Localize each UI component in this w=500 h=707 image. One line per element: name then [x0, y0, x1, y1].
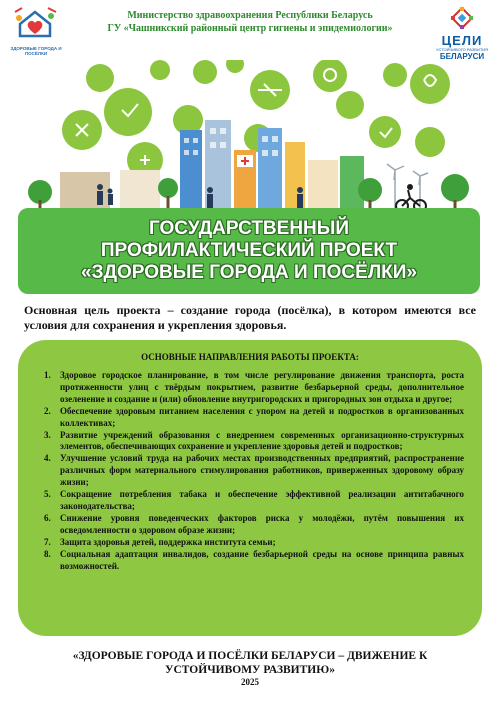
- list-item: [44, 537, 464, 549]
- project-goal-text: Основная цель проекта – создание города (посёлка), в котором имеются все условия для сохранения и укрепления здоровья.: [24, 303, 476, 332]
- year: 2025: [241, 677, 259, 687]
- logo-word: ЦЕЛИ: [441, 33, 483, 48]
- item-text: Снижение уровня поведенческих факторов риска у молодёжи, путём повышения их осведомленности о здоровом образе жизни;: [60, 512, 464, 535]
- title-line-2: ПРОФИЛАКТИЧЕСКИЙ ПРОЕКТ: [100, 240, 398, 261]
- logo-caption: ЗДОРОВЫЕ ГОРОДА И ПОСЁЛКИ: [10, 46, 62, 56]
- item-number: 8.: [44, 548, 51, 559]
- center-line: ГУ «Чашникский районный центр гигиены и эпидемиологии»: [107, 23, 393, 34]
- list-item: [44, 453, 464, 489]
- city-illustration: [0, 60, 500, 220]
- slogan: [30, 649, 470, 677]
- item-number: 5.: [44, 489, 51, 500]
- ministry-line: Министерство здравоохранения Республики Беларусь: [127, 10, 373, 21]
- directions-title: ОСНОВНЫЕ НАПРАВЛЕНИЯ РАБОТЫ ПРОЕКТА:: [141, 352, 359, 362]
- logo-country: БЕЛАРУСИ: [439, 52, 485, 61]
- item-text: Обеспечение здоровым питанием населения с упором на детей и подростков в организованных коллективах;: [60, 405, 464, 428]
- sdg-belarus-logo: [434, 4, 490, 60]
- house-heart-icon: [12, 6, 58, 46]
- list-item: [44, 370, 464, 406]
- item-text: Здоровое городское планирование, в том числе регулирование движения транспорта, роста протяженности улиц с твёрдым покрытием, развитие безбарьерной среды, дополнительное озеленение и создание и (или) обновление внутригородских и пригородных зон отдыха и другое;: [60, 370, 464, 404]
- list-item: [44, 430, 464, 454]
- item-text: Улучшение условий труда на рабочих местах производственных предприятий, распространение различных форм материального стимулирования работников, приверженных здоровому образу жизни;: [60, 453, 464, 488]
- item-number: 3.: [44, 429, 51, 440]
- slogan-line-2: УСТОЙЧИВОМУ РАЗВИТИЮ»: [165, 664, 335, 676]
- title-line-3: «ЗДОРОВЫЕ ГОРОДА И ПОСЁЛКИ»: [81, 262, 417, 283]
- logo-subtitle: УСТОЙЧИВОГО РАЗВИТИЯ: [435, 47, 489, 52]
- slogan-line-1: «ЗДОРОВЫЕ ГОРОДА И ПОСЁЛКИ БЕЛАРУСИ – ДВИЖЕНИЕ К: [72, 650, 428, 662]
- list-item: [44, 549, 464, 573]
- item-number: 7.: [44, 536, 51, 547]
- healthy-cities-logo: [8, 6, 64, 62]
- item-number: 1.: [44, 370, 51, 380]
- item-number: 2.: [44, 405, 51, 416]
- list-item: [44, 513, 464, 537]
- item-text: Социальная адаптация инвалидов, создание безбарьерной среды на основе принципа равных возможностей.: [60, 548, 464, 571]
- ornament-icon: [450, 6, 474, 30]
- directions-list: [44, 370, 464, 572]
- item-number: 6.: [44, 512, 51, 523]
- list-item: [44, 489, 464, 513]
- list-item: [44, 406, 464, 430]
- title-line-1: ГОСУДАРСТВЕННЫЙ: [148, 218, 350, 239]
- directions-panel: [18, 340, 482, 636]
- header: [0, 0, 500, 62]
- project-title-banner: [18, 208, 480, 294]
- item-text: Сокращение потребления табака и обеспечение эффективной реализации антитабачного законодательства;: [60, 489, 464, 511]
- ministry-heading: [70, 9, 430, 35]
- item-text: Защита здоровья детей, поддержка института семьи;: [60, 536, 276, 547]
- item-text: Развитие учреждений образования с внедрением современных организационно-структурных элементов, обеспечивающих сохранение и укрепление здоровья детей и подростков;: [60, 429, 464, 452]
- item-number: 4.: [44, 453, 51, 464]
